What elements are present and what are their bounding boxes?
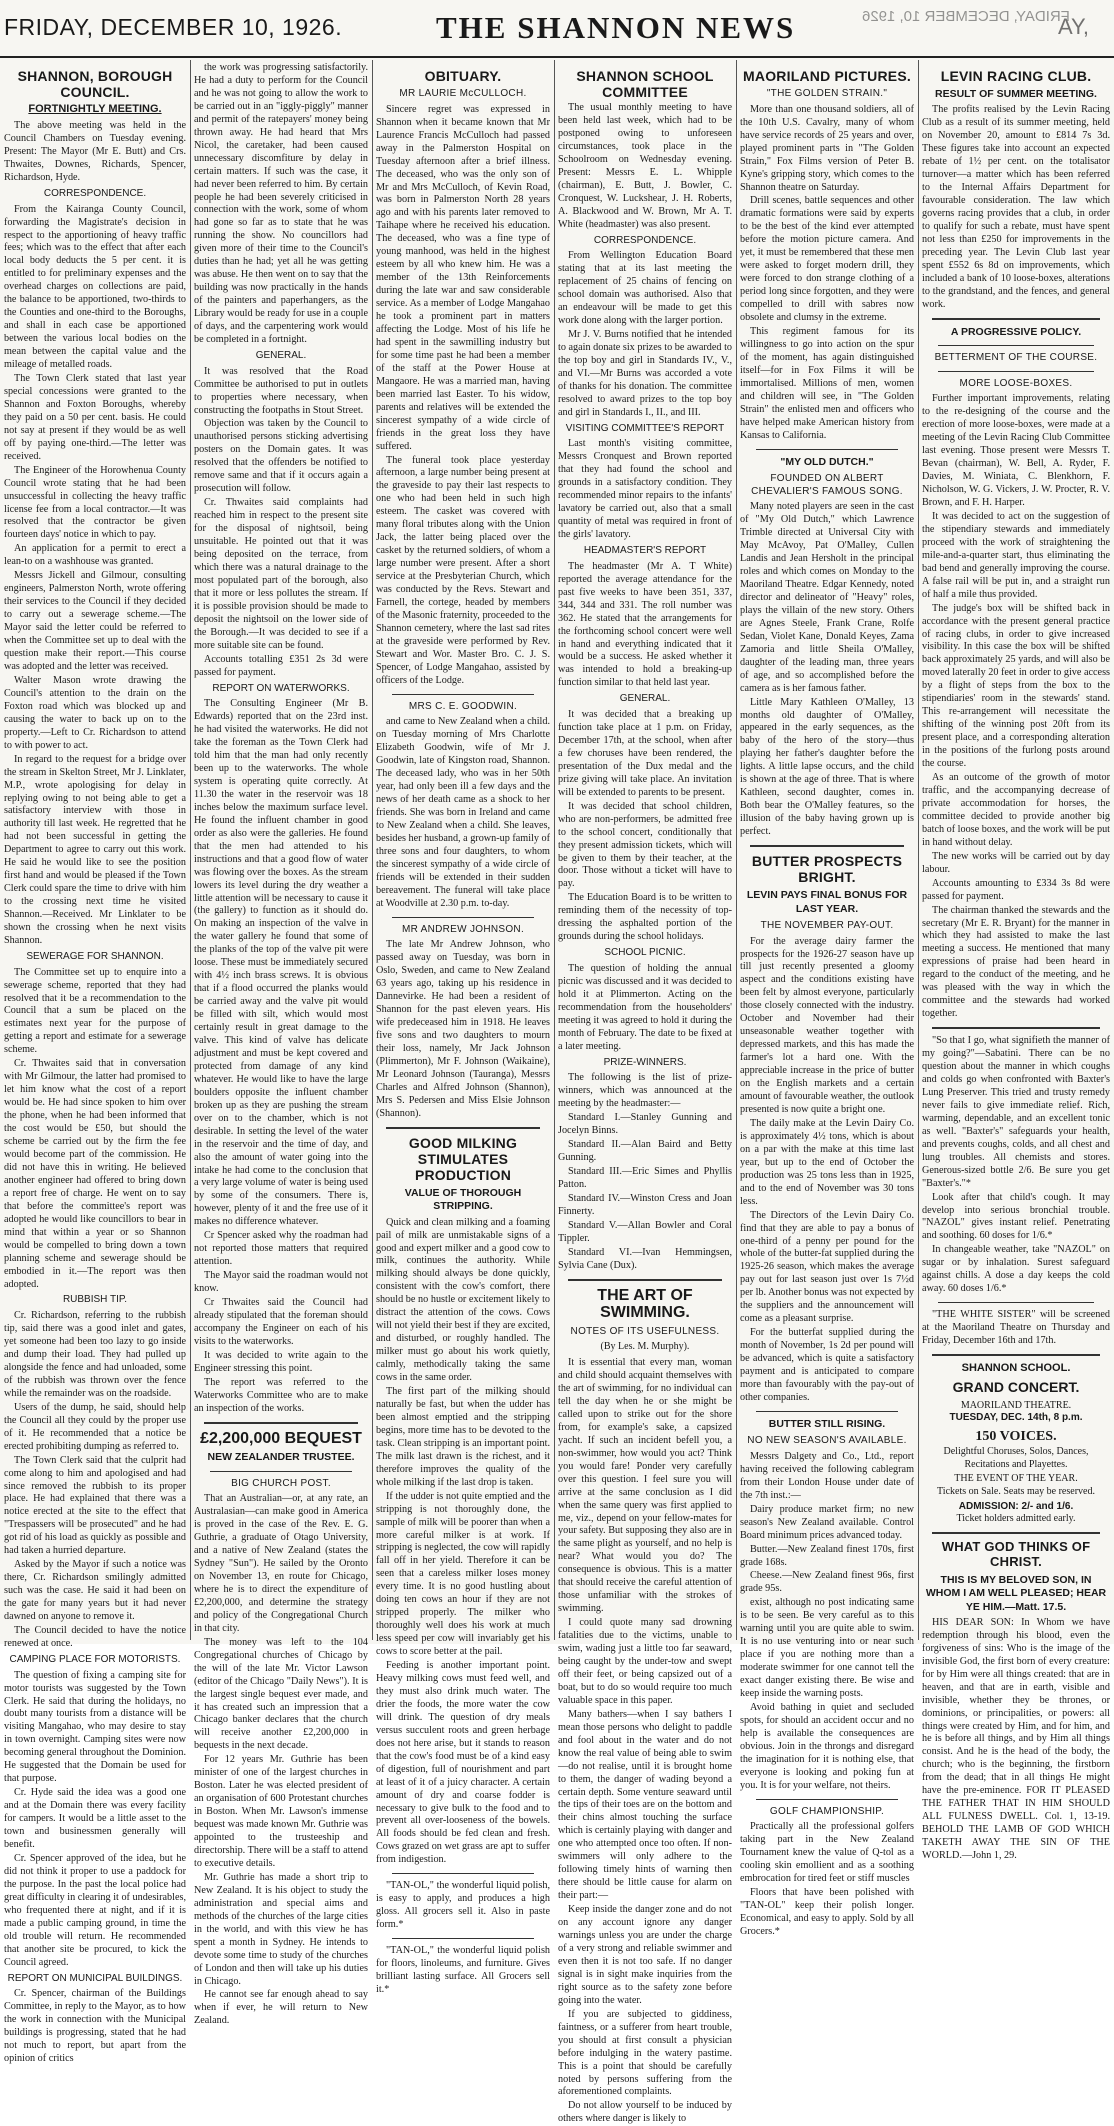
paragraph: Accounts amounting to £334 3s 8d were passed for payment. <box>922 877 1110 902</box>
article-divider <box>756 1799 898 1800</box>
paragraph: Butter.—New Zealand finest 170s, first grade 168s. <box>740 1543 914 1568</box>
article-body <box>558 102 732 1272</box>
advertisement-group <box>922 1035 1110 1296</box>
article-heading: LEVIN RACING CLUB. <box>940 68 1092 84</box>
article-subheading: GOLF CHAMPIONSHIP. <box>769 1805 885 1817</box>
column-rule <box>554 60 555 1640</box>
paragraph: For 12 years Mr. Guthrie has been minister of one of the largest churches in Boston. Later he was elected president of an organisation of 600 Protestant churches in Boston. When Mr. Lawson's immense bequest was made known Mr. Guthrie was appointed to the trusteeship and directorship. There will be a staff to attend to executive details. <box>194 1754 368 1869</box>
paragraph: Keep inside the danger zone and do not on any account ignore any danger warnings unless you are under the charge of a very strong and reliable swimmer and even then it is not too safe. If no danger signal is in sight make inquiries from the right source as to the safety zone before going into the water. <box>558 1904 732 2006</box>
article-body <box>740 501 914 839</box>
paragraph: The first part of the milking should naturally be fast, but when the udder has been almost emptied and the stripping begins, more time has to be devoted to the task. Clean stripping is an important point. The milk last drawn is the richest, and it therefore improves the quality of the whole milking if the last drop is taken. <box>376 1386 550 1488</box>
paragraph: REPORT ON MUNICIPAL BUILDINGS. <box>7 1972 183 1984</box>
article-body <box>558 1357 732 2126</box>
paragraph: The report was referred to the Waterworks Committee who are to make an inspection of the works. <box>194 1376 368 1414</box>
article-body <box>740 1451 914 1793</box>
article-divider <box>386 1127 540 1129</box>
paragraph: It is essential that every man, woman and child should acquaint themselves with the art of swimming, for no individual can tell the day when he or she might be called upon to strike out for the shore from, for example's sake, a capsized yacht. If such an incident befell you, a non-swimmer, how would you act? Think you would fare! Ponder very carefully over this question. I feel sure you will arrive at the same conclusion as I did when the same query was first applied to me, viz., depend on your fellow-mates for your safety. But supposing they also are in the same plight as yourself, and no help is near? What would you do? The consequence is obvious. This is a matter that should receive the careful attention of those unfamiliar with the strokes of swimming. <box>558 1357 732 1615</box>
article-divider <box>938 371 1094 372</box>
paragraph: CAMPING PLACE FOR MOTORISTS. <box>9 1653 181 1665</box>
article-heading: BUTTER PROSPECTS BRIGHT. <box>751 853 903 886</box>
article-subheading: NO NEW SEASON'S AVAILABLE. <box>747 1435 907 1447</box>
paragraph: It was decided to write again to the Engineer stressing this point. <box>194 1349 368 1374</box>
paragraph: Messrs Dalgety and Co., Ltd., report having received the following cablegram from their London House under date of the 7th inst.:— <box>740 1450 914 1501</box>
paragraph: Walter Mason wrote drawing the Council's attention to the drain on the Foxton road which was blocked up and causing the water to back up on to the property.—Left to Cr. Richardson to attend to with power to act. <box>4 674 186 751</box>
article-subheading: BIG CHURCH POST. <box>231 1477 331 1489</box>
article-body <box>740 1821 914 1939</box>
paragraph: Objection was taken by the Council to unauthorised persons sticking advertising posters on the Domain gates. It was resolved that the offenders be notified to remove same and that if it occurs again a prosecution will follow. <box>194 418 368 495</box>
issue-date: FRIDAY, DECEMBER 10, 1926. <box>4 14 343 40</box>
scripture-text: HIS DEAR SON: In Whom we have redemption through his blood, even the forgiveness of sins: Who is the image of the invisible God, the first born of every creature: for by Him were all things created: that are in heaven, and that are in earth, visible and invisible, whether they be thrones, or dominions, or principalities, or powers: all things were created by Him, and for him, and he is before all things, and by Him all things consist. And he is the head of the body, the church; who is the beginning, the firstborn from the dead; that in all things He might have the pre-eminence. FOR IT PLEASED THE FATHER THAT IN HIM SHOULD ALL FULNESS DWELL. Col. 1, 13-19. BEHOLD THE LAMB OF GOD WHICH TAKETH AWAY THE SIN OF THE WORLD.—John 1, 29. <box>922 1616 1110 1862</box>
paragraph: That an Australian—or, at any rate, an Australasian—can make good in America is proved in the case of the Rev. E. G. Guthrie, a graduate of Otago University, and a native of New Zealand (states the Sydney "Sun"). He sailed by the Oronto on November 13, en route for Chicago, where he is to direct the expenditure of £2,200,000, and determine the strategy and policy of the Congregational Church in that city. <box>194 1493 368 1634</box>
paragraph: Cr Thwaites said the Council had already stipulated that the foreman should accompany the Engineer on each of his visits to the waterworks. <box>194 1297 368 1347</box>
paragraph: The question of fixing a camping site for motor tourists was suggested by the Town Clerk. He said that during the holidays, no doubt many tourists from a distance will be visiting Mangahao, who may desire to stay in town overnight. Camping sites were now becoming general throughout the Dominion. He suggested that the Domain be used for that purpose. <box>4 1669 186 1785</box>
paragraph: The new works will be carried out by day labour. <box>922 850 1110 875</box>
paragraph: CORRESPONDENCE. <box>43 187 147 199</box>
newspaper-title: THE SHANNON NEWS <box>436 10 796 45</box>
article-heading: THE ART OF SWIMMING. <box>597 1286 693 1322</box>
article-body <box>376 104 550 688</box>
paragraph: If you are subjected to giddiness, faintness, or a sufferer from heart trouble, you should at first consult a physician before indulging in the watery pastime. This is a point that should be carefully noted by persons suffering from the aforementioned complaints. <box>558 2008 732 2098</box>
paragraph: The profits realised by the Levin Racing Club as a result of its summer meeting, held on November 20, amount to £814 7s 3d. These figures take into account an expected rebate of 1½ per cent. on the totalisator turnover—a matter which has been referred to the Internal Affairs Department for favourable consideration. The law which governs racing provides that a club, in order to qualify for such a rebate, must have spent not less than £250 for improvements in the preceding year. The Levin Club last year spent £552 6s 8d on improvements, which included a bank of 10 loose-boxes, alterations to the grandstand, and the fences, and general work. <box>922 104 1110 310</box>
article-subheading: THE NOVEMBER PAY-OUT. <box>760 919 894 931</box>
column-5 <box>740 62 914 1937</box>
article-divider <box>750 845 904 847</box>
paragraph: It was decided that a breaking up function take place at 1 p.m. on Friday, December 17th, at the school, when after a few choruses have been rendered, the presentation of the Dux medal and the prize giving will take place. An invitation will be extended to parents to be present. <box>558 709 732 798</box>
paragraph: The Council decided to have the notice renewed at once. <box>4 1625 186 1649</box>
paragraph: The following is the list of prize-winners, which was announced at the meeting by the headmaster:— <box>558 1072 732 1110</box>
byline: (By Les. M. Murphy). <box>600 1341 690 1353</box>
concert-tagline: THE EVENT OF THE YEAR. <box>954 1473 1078 1485</box>
paragraph: Avoid bathing in quiet and secluded spots, for should an accident occur and no help is available the consequences are obvious. Join in the throngs and disregard the imagination for it is nothing else, that everyone is looking and poking fun at you. It is for your welfare, not theirs. <box>740 1702 914 1791</box>
article-divider <box>204 1422 358 1424</box>
concert-title: GRAND CONCERT. <box>952 1379 1080 1396</box>
column-rule <box>190 60 191 1640</box>
concert-venue: MAORILAND THEATRE. <box>960 1399 1072 1411</box>
paragraph: Sincere regret was expressed in Shannon when it became known that Mr Laurence Francis McCulloch had passed away in the Palmerston Hospital on Tuesday afternoon after a brief illness. The deceased, who was the only son of Mr and Mrs McCulloch, of Kevin Road, was born in Palmerston North 28 years ago and with his parents later removed to Taihape where he received his education. The deceased, who was a fine type of young manhood, was held in the highest esteem by all who knew him. He was a member of the 13th Reinforcements during the late war and saw considerable service. As a member of Lodge Mangahao he took a prominent part in matters affecting the Lodge. Most of his life he had spent in the sawmilling industry but for some time past he had been a member of the staff at the Power House at Mangaore. He was a married man, having been married last Easter. To his widow, parents and relatives will be extended the sincerest sympathy of a wide circle of friends in the great loss they have suffered. <box>376 103 550 452</box>
paragraph: the work was progressing satisfactorily. He had a duty to perform for the Council and he was not going to allow the work to be carried out in an "iggly-piggly" manner and permit of the ratepayers' money being thrown away. He had heard that Mrs Nicol, the caretaker, had been caused unnecessary discomfiture by delay in certain matters. If such was the case, it had never been referred to him. By certain people he had been severely criticised in connection with the work, some of whom had gone so far as to state that he was running the show. No councillors had given more of their time to the Council's duties than he had; yet all he was getting was abuse. He then went on to say that the building was now practically in the hands of the painters and paperhangers, as the Library would be ready for use in a couple of days, and the carpentering work would be completed in a fortnight. <box>194 62 368 346</box>
paragraph: Practically all the professional golfers taking part in the New Zealand Tournament knew the value of Q-tol as a cooling skin emollient and as a soothing embrocation for tired feet or stiff muscles <box>740 1821 914 1885</box>
paragraph: The Education Board is to be written to reminding them of the necessity of top-dressing the asphalted portion of the grounds during the school holidays. <box>558 892 732 943</box>
paragraph: Cr Spencer asked why the roadman had not reported those matters that required attention. <box>194 1230 368 1268</box>
masthead <box>0 0 1114 58</box>
paragraph: Standard I.—Stanley Gunning and Jocelyn Binns. <box>558 1112 732 1137</box>
mirrored-bleed-text: FRIDAY, DECEMBER 10, 1926 <box>862 8 1070 25</box>
concert-description: Delightful Choruses, Solos, Dances, Recitations and Playettes. <box>943 1445 1089 1470</box>
article-heading: £2,200,000 BEQUEST <box>200 1429 362 1447</box>
paragraph: Messrs Jickell and Gilmour, consulting engineers, Palmerston North, wrote offering their services to the Council if they decided to carry out a sewerage scheme.—The Mayor said the letter could be referred to when the Committee set up to deal with the question make their report.—This course was adopted and the letter was received. <box>4 570 186 672</box>
paragraph: He cannot see far enough ahead to say when if ever, he will return to New Zealand. <box>194 1989 368 2027</box>
article-divider <box>938 345 1094 346</box>
article-subheading: FOUNDED ON ALBERT CHEVALIER'S FAMOUS SONG. <box>751 472 903 497</box>
article-body <box>740 936 914 1405</box>
article-subheading: A PROGRESSIVE POLICY. <box>950 325 1082 338</box>
article-subheading: BUTTER STILL RISING. <box>768 1417 886 1430</box>
paragraph: Cr. Thwaites said that in conversation with Mr Gilmour, the latter had promised to let him know what the cost of a report would be. He had since spoken to him over the phone, when he had been informed that the cost would be £50, but should the scheme be carried out by the firm the fee would become part of the commission. He did not have this in writing. He believed another engineer had offered to bring down a report free of charge. He went on to say that before the committee's report was adopted he would like councillors to bear in mind that within a year or so Shannon would be compelled to bring down a town planning scheme and sewerage should be embodied in it.—The report was then adopted. <box>4 1058 186 1290</box>
paragraph: The Directors of the Levin Dairy Co. find that they are able to pay a bonus of one-third of a penny per pound for the whole of the butter-fat supplied during the 1925-26 season, which makes the average pay out for last season just over 1s 7½d per lb. Another bonus was not expected by the suppliers and the announcement will come as a pleasant surprise. <box>740 1209 914 1325</box>
article-body <box>194 1493 368 2028</box>
paragraph: In changeable weather, take "NAZOL" on sugar or by inhalation. Surest safeguard against chills. A dose a day keeps the cold away. 60 doses 1/6.* <box>922 1244 1110 1295</box>
column-6 <box>922 62 1110 1862</box>
paragraph: This regiment famous for its willingness to go into action on the spur of the moment, has again distinguished itself—for in Fox Films it will be immortalised. Millions of men, women and children will see, in "The Golden Strain" the enlisted men and officers who have helped make American history from Kansas to California. <box>740 325 914 441</box>
article-divider <box>938 1302 1094 1303</box>
article-subheading: LEVIN PAYS FINAL BONUS FOR LAST YEAR. <box>746 889 908 915</box>
paragraph: I could quote many sad drowning fatalities due to the victims, unable to swim, wading just a little too far seaward, being caught by the under-tow and swept off their feet, or being capsized out of a boat, but to do so would require too much valuable space in this paper. <box>558 1617 732 1706</box>
paragraph: Cr. Spencer approved of the idea, but he did not think it proper to use a paddock for the purpose. In the past the local police had great difficulty in clearing it of undesirables, who frequented there at night, and if it is made a public camping ground, in time the old trouble will return. He recommended that another site be procured, to kick the Council agreed. <box>4 1852 186 1968</box>
paragraph: As an outcome of the growth of motor traffic, and the accompanying decrease of private accommodation for horses, the committee decided to provide another big batch of loose boxes, and the work will be put in hand without delay. <box>922 772 1110 848</box>
article-subheading: BETTERMENT OF THE COURSE. <box>934 352 1098 363</box>
paragraph: The Mayor said the roadman would not know. <box>194 1270 368 1295</box>
concert-advertisement <box>922 1362 1110 1526</box>
paragraph: Accounts totalling £351 2s 3d were passed for payment. <box>194 653 368 678</box>
paragraph: exist, although no post indicating same is to be seen. Be very careful as to this warning until you are quite able to swim. It is no use venturing into or near such place if you are nothing more than a moderate swimmer for one cannot tell the exact danger existing there. Be wise and keep inside the warning posts. <box>740 1597 914 1700</box>
paragraph: The Consulting Engineer (Mr B. Edwards) reported that on the 23rd inst. he had visited the waterworks. He did not take the foreman as the Town Clerk had told him that the man had only recently been up to the waterworks. The whole system is operating quite correctly. At 11.30 the water in the reservoir was 18 inches below the maximum surface level. He found the influent chamber in good order as also were the galleries. He found that the men had attended to his instructions and that a good flow of water was flowing over the boxes. As the stream lowers its level during the dry weather a little attention will be necessary to cause it (the gallery) to function as it should do. On making an inspection of the valve in the water gallery he found that some of the planks of the top of the valve pit were loose. These must be immediately secured with 4½ inch brass screws. It is obvious that if a flood occurred the planks would be carried away and the valve pit would be filled with silt, which would most certainly result in great damage to the valve. This kind of valve has delicate adjustment and must be kept covered and protected from damage of any kind whatever. He would like to have the large boulders opposite the influent chamber broken up as they are pushing the stream over on to the chamber, which is not desirable. In setting the level of the water in the reservoir and the time of day, and also the amount of water going into the intake he had come to the conclusion that a very large volume of water is being used by some of the consumers. There is, however, plenty of it and the free use of it makes no difference whatever. <box>194 698 368 1228</box>
article-body <box>376 939 550 1120</box>
paragraph: In regard to the request for a bridge over the stream in Skelton Street, Mr J. Linklater, M.P., wrote apologising for delay in replying owing to not being able to get a satisfactory interview with those in authority till last week. He regretted that he had not been successful in getting the Department to agree to carry out this work. He said he would like to see the position first hand and would be pleased if the Town Clerk could spare the time to drive with him to the crossing next time he visited Shannon.—Received. Mr Linklater to be shown the crossing when he next visits Shannon. <box>4 753 186 946</box>
paragraph: Last month's visiting committee, Messrs Cronquest and Brown reported that they had found the school and grounds in a satisfactory condition. They recommended minor repairs to the infants' lavatory be carried out, also that a small quantity of metal was required in front of the girls' lavatory. <box>558 438 732 541</box>
paragraph: Standard IV.—Winston Cress and Joan Finnerty. <box>558 1192 732 1217</box>
paragraph: The Engineer of the Horowhenua County Council wrote stating that he had been unsuccessful in collecting the heavy traffic license fee from a local contractor.—It was resolved that the contractor be given fourteen days' notice in which to pay. <box>4 464 186 541</box>
article-body <box>922 104 1110 311</box>
paragraph: Cr. Thwaites said complaints had reached him in respect to the present site for the disposal of nightsoil, being unsuitable. He pointed out that it was being deposited on the terrace, from which there was a natural drainage to the most populated part of the borough, also that it more or less pollutes the stream. If it is possible provision should be made to deposit the nightsoil on the lower side of the Borough.—It was decided to see if a more suitable site can be found. <box>194 497 368 651</box>
paragraph: Do not allow yourself to be induced by others where danger is likely to <box>558 2100 732 2125</box>
paragraph: VISITING COMMITTEE'S REPORT <box>565 422 725 434</box>
column-rule <box>736 60 737 1640</box>
paragraph: PRIZE-WINNERS. <box>603 1056 687 1068</box>
article-divider <box>392 694 534 695</box>
article-subheading: MR ANDREW JOHNSON. <box>401 923 525 935</box>
column-2 <box>194 62 368 2027</box>
paragraph: Feeding is another important point. Heavy milking cows must feed well, and they must also drink much water. The drier the foods, the more water the cow will drink. The question of dry meals versus succulent roots and green herbage does not here arise, but it stands to reason that the cow's food must be of a kind easy of digestion, full of nourishment and part at least of it of a juicy character. A certain amount of dry and coarse fodder is necessary to give bulk to the food and to prevent all over-looseness of the bowels. All foods should be fed clean and fresh. Cows grazed on wet grass are apt to suffer from indigestion. <box>376 1660 550 1866</box>
paragraph: Quick and clean milking and a foaming pail of milk are unmistakable signs of a good and expert milker and a good cow to milk, continues the authority. While milking should always be done quickly, consistent with the cow's comfort, there should be no hustle or excitement likely to distract the attention of the cows. Cows will not yield their best if they are excited, and disturbed, or roughly handled. The milker must go about his work quietly, calmly, methodically taking the same cows in the same order. <box>376 1216 550 1384</box>
article-subheading: VALUE OF THOROUGH STRIPPING. <box>404 1186 522 1213</box>
paragraph: The above meeting was held in the Council Chambers on Tuesday evening. Present: The Mayor (Mr E. Butt) and Crs. Thwaites, Downes, Richards, Spencer, Richardson, Hyde. <box>4 120 186 183</box>
paragraph: and came to New Zealand when a child. on Tuesday morning of Mrs Charlotte Elizabeth Goodwin, wife of Mr J. Goodwin, late of Kingston road, Shannon. The deceased lady, who was in her 50th year, had only been ill a few days and the news of her death came as a shock to her friends. She was born in Ireland and came to New Zealand when a child. She leaves, besides her husband, a grown-up family of three sons and four daughters, to whom the sincerest sympathy of a wide circle of friends will be extended in their sudden bereavement. The funeral will take place at Woodville at 2.30 p.m. to-day. <box>376 716 550 909</box>
paragraph: If the udder is not quite emptied and the stripping is not thoroughly done, the sample of milk will be poorer than when a more careful milker is at work. If stripping is neglected, the cow will rapidly fall off in her yield. Therefore it can be seen that a careless milker loses money every time. It is no good hustling about doing ten cows an hour if they are not stripped properly. The milker who thoroughly well does his work at much less speed per cow will invariably get his cows to score better at the pail. <box>376 1490 550 1658</box>
theatre-notice: "THE WHITE SISTER" will be screened at the Maoriland Theatre on Thursday and Friday, December 16th and 17th. <box>922 1309 1110 1347</box>
article-divider <box>210 1471 352 1472</box>
article-body <box>740 104 914 443</box>
article-body <box>922 393 1110 1021</box>
article-divider <box>392 1873 534 1874</box>
paragraph: Standard V.—Allan Bowler and Coral Tippler. <box>558 1219 732 1244</box>
article-subheading: RESULT OF SUMMER MEETING. <box>935 88 1097 101</box>
paragraph: RUBBISH TIP. <box>62 1294 128 1306</box>
concert-admission: ADMISSION: 2/- and 1/6. <box>958 1500 1074 1512</box>
paragraph: The judge's box will be shifted back in accordance with the present general practice of racing clubs, in order to give increased visibility. In this case the box will be shifted back approximately 25 yards, and will also be moved laterally 20 feet in order to give access by a flight of steps from the box to the stipendiaries' room in the stewards' stand. This re-arrangement will necessitate the shifting of the winning post 20ft from its present place, and a corresponding alteration in the positions of the furlong posts around the course. <box>922 602 1110 770</box>
cropped-date-fragment: AY, <box>1058 14 1089 39</box>
paragraph: It was decided that school children, who are non-performers, be admitted free to the school concert, conditionally that they present admission tickets, which will be given to them by their teacher, at the door. Those without a ticket will have to pay. <box>558 800 732 890</box>
paragraph: GENERAL. <box>255 349 307 361</box>
article-divider <box>756 1411 898 1412</box>
concert-voices: 150 VOICES. <box>975 1429 1057 1445</box>
article-subheading: MR LAURIE McCULLOCH. <box>399 88 527 100</box>
column-rule <box>918 60 919 1640</box>
article-heading: MAORILAND PICTURES. <box>743 68 911 84</box>
paragraph: Mr. Guthrie has made a short trip to New Zealand. It is his object to study the administration and special aims and methods of the churches of the large cities in the world, and with this view he has spent a month in Sydney. He intends to devote some time to study of the churches of London and then will take up his duties in Chicago. <box>194 1871 368 1987</box>
paragraph: It was decided to act on the suggestion of the stipendiary stewards and immediately proceed with the work of straightening the mile-and-a-quarter start, thus eliminating the bad bend and generally improving the course. A false rail will be put in, and a straight run of half a mile thus provided. <box>922 510 1110 600</box>
article-body <box>376 1217 550 1868</box>
paragraph: "So that I go, what signifieth the manner of my going?"—Sabatini. There can be no question about the manner in which coughs and colds go when confronted with Baxter's Lung Preserver. This tried and trusty remedy never fails to give immediate relief. Rich, warming, dependable, and an excellent tonic as well. "Baxter's" safeguards your health, and prevents coughs, colds, and all chest and lung troubles. All chemists and stores. Generous-sized bottle 2/6. Be sure you get "Baxter's."* <box>922 1035 1110 1189</box>
paragraph: The usual monthly meeting to have been held last week, which had to be postponed owing to unforeseen circumstances, took place in the Schoolroom on Wednesday evening. Present: Messrs E. L. Whipple (chairman), E. Butt, J. Bowler, C. Cronquest, W. Luckshear, J. H. Roberts, A. Blackwood and W. Brown, Mr A. T. White (headmaster) was also present. <box>558 102 732 230</box>
paragraph: Floors that have been polished with "TAN-OL" keep their polish longer. Economical, and easy to apply. Sold by all Grocers.* <box>740 1887 914 1937</box>
concert-date: TUESDAY, DEC. 14th, 8 p.m. <box>949 1412 1083 1424</box>
column-4 <box>558 62 732 2125</box>
advertisement: "TAN-OL," the wonderful liquid polish, is easy to apply, and produces a high gloss. All grocers sell it. Also in paste form.* <box>376 1880 550 1931</box>
paragraph: The question of holding the annual picnic was discussed and it was decided to hold it at Plimmerton. Acting on the recommendation from the householders' meeting it was agreed to hold it during the month of February. The date to be fixed at a later meeting. <box>558 962 732 1052</box>
paragraph: REPORT ON WATERWORKS. <box>212 682 350 694</box>
concert-title: SHANNON SCHOOL. <box>961 1362 1071 1375</box>
article-body <box>4 120 186 2066</box>
article-divider <box>932 1532 1100 1534</box>
article-heading: SHANNON, BOROUGH COUNCIL. <box>17 68 173 101</box>
article-divider <box>392 1938 534 1939</box>
article-subheading: "MY OLD DUTCH." <box>780 455 874 468</box>
article-divider <box>756 449 898 450</box>
paragraph: Cheese.—New Zealand finest 96s, first grade 95s. <box>740 1570 914 1595</box>
paragraph: It was resolved that the Road Committee be authorised to put in outlets to properties where necessary, when constructing the footpaths in Stout Street. <box>194 365 368 416</box>
paragraph: Many bathers—when I say bathers I mean those persons who delight to paddle and fool about in the water and do not know the real value of being able to swim—do not realise, until it is brought home to them, the danger of wading beyond a certain depth. Some venture seaward until the tips of their toes are on the bottom and their chins almost touching the surface which is certainly playing with danger and one who attempted once too often. If non-swimmers will only adhere to the following timely hints of warning then there should be little cause for alarm on their part:— <box>558 1708 732 1902</box>
article-divider <box>932 1354 1100 1356</box>
article-heading: WHAT GOD THINKS OF CHRIST. <box>941 1539 1091 1569</box>
paragraph: An application for a permit to erect a lean-to on a washhouse was granted. <box>4 543 186 568</box>
paragraph: Users of the dump, he said, should help the Council all they could by the proper use of it. He recommended that a notice be erected prohibiting dumping as referred to. <box>4 1401 186 1452</box>
article-subheading: THIS IS MY BELOVED SON, IN WHOM I AM WELL PLEASED; HEAR YE HIM.—Matt. 17.5. <box>925 1573 1107 1613</box>
paragraph: SCHOOL PICNIC. <box>604 947 686 959</box>
article-heading: SHANNON SCHOOL COMMITTEE <box>576 68 714 101</box>
paragraph: CORRESPONDENCE. <box>593 234 697 246</box>
paragraph: Standard II.—Alan Baird and Betty Gunning. <box>558 1138 732 1163</box>
paragraph: The funeral took place yesterday afternoon, a large number being present at the graveside to pay their last respects to one who had been held in such high esteem. The casket was covered with many floral tributes along with the Union Jack, the latter being placed over the casket by the returned soldiers, of whom a large number were present. After a short service at the Presbyterian Church, which was conducted by the Revs. Stewart and Farnell, the cortege, headed by members of the Masonic fraternity, proceeded to the Shannon cemetery, where the last sad rites at the graveside were performed by Rev. Stewart and Wor. Master Bro. C. J. S. Spencer, of Lodge Mangahao, assisted by officers of the Lodge. <box>376 454 550 686</box>
article-subheading: NOTES OF ITS USEFULNESS. <box>570 1325 720 1337</box>
paragraph: The Town Clerk said that the culprit had come along to him and apologised and had since removed the rubbish to its proper place. He had explained that there was a notice erected at the site to the effect that "Trespassers will be prosecuted" and he had got rid of his load as quickly as possible and had taken a hurried departure. <box>4 1454 186 1557</box>
concert-note: Ticket holders admitted early. <box>956 1513 1076 1525</box>
paragraph: Cr. Hyde said the idea was a good one and at the Domain there was every facility for campers. It would be a little asset to the town and businessmen generally will benefit. <box>4 1787 186 1850</box>
paragraph: The chairman thanked the stewards and the secretary (Mr E. R. Bryant) for the manner in which they had assisted to make the last meeting a success. He mentioned that many expressions of praise had been heard in regard to the conduct of the meeting, and he was pleased with the way in which the committee and the stewards had worked together. <box>922 904 1110 1020</box>
paragraph: Cr. Richardson, referring to the rubbish tip, said there was a good inlet and gates, yet someone had been too lazy to go inside and dump their load. They had pulled up alongside the fence and had unloaded, some of the rubbish was thrown over the fence while the remainder was on the roadside. <box>4 1310 186 1399</box>
paragraph: Further important improvements, relating to the re-designing of the course and the erection of more loose-boxes, were made at a meeting of the Levin Racing Club Committee last evening. Those present were Messrs T. Bevan (chairman), W. Bell, A. Ryder, F. Davies, M. Winiata, C. Blenkhorn, F. Nicholson, W. G. Vickers, J. W. Procter, R. V. Brown, and F. H. Harper. <box>922 393 1110 508</box>
article-subheading: MORE LOOSE-BOXES. <box>959 377 1073 389</box>
paragraph: Standard VI.—Ivan Hemmingsen, Sylvia Cane (Dux). <box>558 1246 732 1271</box>
article-body <box>376 716 550 910</box>
article-divider <box>932 318 1100 320</box>
paragraph: From the Kairanga County Council, forwarding the Magistrate's decision in respect to the apportioning of heavy traffic fees; which was to the effect that after each local body deducts the 5 per cent. it is entitled to for preliminary expenses and the overhead charges on collections are paid, the balance to be apportioned, two-thirds to the Counties and one-third to the Boroughs, and shall in each case be apportioned between the various local bodies on the mean between the capital value and the mileage of metalled roads. <box>4 203 186 371</box>
paragraph: The daily make at the Levin Dairy Co. is approximately 4½ tons, which is about on a par with the make at this time last year, but up to the end of October the production was 25 tons less than in 1925, and to the end of November was 30 tons less. <box>740 1117 914 1207</box>
column-rule <box>372 60 373 1640</box>
article-heading: GOOD MILKING STIMULATES PRODUCTION <box>408 1134 518 1183</box>
paragraph: For the butterfat supplied during the month of November, 1s 2d per pound will be advanced, which is quite a satisfactory payment and is anticipated to compare more than favourably with the pay-out of other companies. <box>740 1327 914 1403</box>
paragraph: The money was left to the 104 Congregational churches of Chicago by the will of the late Mr. Victor Lawson (editor of the Chicago "Daily News"). It is the largest single bequest ever made, and it has created such an impression that a Chicago banker declares that the church will receive another £2,200,000 in bequests in the next decade. <box>194 1636 368 1752</box>
article-subheading: MRS C. E. GOODWIN. <box>408 700 518 712</box>
paragraph: Dairy produce market firm; no new season's New Zealand available. Control Board minimum prices advanced today. <box>740 1503 914 1541</box>
paragraph: From Wellington Education Board stating that at its last meeting the replacement of 25 chains of fencing on school domain was authorised. Also that an endeavour will be made to get this work done along with the larger portion. <box>558 250 732 327</box>
paragraph: HEADMASTER'S REPORT <box>583 545 707 557</box>
article-divider <box>568 1279 722 1281</box>
paragraph: Mr J. V. Burns notified that he intended to again donate six prizes to be awarded to the top boy and girl in Standards IV., V., and VI.—Mr Burns was accorded a vote of thanks for his donation. The committee resolved to award prizes to the top boy and girl in Standards I., II., and III. <box>558 329 732 418</box>
paragraph: Drill scenes, battle sequences and other dramatic formations were said by experts to be the best of the kind ever attempted before the motion picture camera. And yet, it must be remembered that these men were asked to forget modern drill, they were forced to don strange clothing of a period long since forgotten, and they were compelled to drill with sabres now obsolete and clumsy in the extreme. <box>740 195 914 324</box>
paragraph: For the average dairy farmer the prospects for the 1926-27 season have up till just recently presented a gloomy aspect and the conditions existing have been felt by almost everyone, particularly those closely connected with the industry. October and November had their unseasonable weather together with depressed markets, and this has made the farmer's lot a hard one. With the appreciable increase in the price of butter on the English markets and a certain amount of favourable weather, the outlook presented is now quite a bright one. <box>740 935 914 1115</box>
paragraph: Asked by the Mayor if such a notice was there, Cr. Richardson smilingly admitted such was the case. He said it had been on the gate for many years but it had never dawned on anyone to remove it. <box>4 1559 186 1623</box>
paragraph: More than one thousand soldiers, all of the 10th U.S. Cavalry, many of whom have service records of 25 years and over, played prominent parts in "The Golden Strain," Fox Films version of Peter B. Kyne's gripping story, which comes to the Shannon theatre on Saturday. <box>740 103 914 193</box>
paragraph: The late Mr Andrew Johnson, who passed away on Tuesday, was born in Oslo, Sweden, and came to New Zealand 63 years ago, taking up his residence in Dannevirke. He had been a resident of Shannon for the past eleven years. His wife predeceased him in 1918. He leaves five sons and two daughters to mourn their loss, namely, Mr Jack Johnson (Plimmerton), Mr F. Johnson (Waikaine), Mr Leonard Johnson (Tauranga), Messrs Charles and Alfred Johnson (Shannon), Mrs S. Pedersen and Miss Elsie Johnson (Shannon). <box>376 939 550 1119</box>
article-heading: OBITUARY. <box>424 68 502 84</box>
column-1 <box>4 62 186 2064</box>
article-subheading: FORTNIGHTLY MEETING. <box>28 103 162 116</box>
article-body <box>194 62 368 1416</box>
paragraph: GENERAL. <box>619 693 671 705</box>
paragraph: Many noted players are seen in the cast of "My Old Dutch," which Lawrence Trimble directed at Universal City with May McAvoy, Pat O'Malley, Cullen Landis and Jean Hersholt in the principal roles and which comes on Monday to the Maoriland Theatre. Edgar Kennedy, noted director and delineator of "Heavy" roles, plays the villain of the new story. Others are Agnes Steele, Frank Crane, Rolfe Sedan, Violet Kane, Donald Keyes, Zama Zamoria and little Sheila O'Malley, daughter of the leading man, three years of age, and so accomplished before the camera as is her famous father. <box>740 501 914 694</box>
article-subheading: "THE GOLDEN STRAIN." <box>766 88 888 100</box>
advertisement: "TAN-OL," the wonderful liquid polish for floors, linoleums, and furniture. Gives brilliant lasting surface. All Grocers sell it.* <box>376 1945 550 1995</box>
article-divider <box>392 917 534 918</box>
paragraph: Standard III.—Eric Simes and Phyllis Patton. <box>558 1165 732 1190</box>
paragraph: Little Mary Kathleen O'Malley, 13 months old daughter of O'Malley, appeared in the early sequences, as the baby of the hero of the story—thus playing her father's daughter before the lights. A little lapse occurs, and the child is shown at the age of three. That is where Kathleen, second daughter, comes in. Both bear the O'Malley features, so the illusion of the baby having grown up is perfect. <box>740 696 914 838</box>
paragraph: The headmaster (Mr A. T White) reported the average attendance for the past five weeks to have been 351, 337, 344, 344 and 331. The roll number was 362. He stated that the arrangements for the forthcoming school concert were well in hand and everything indicated that it would be a success. He asked whether it was intended to hold a breaking-up function similar to that held last year. <box>558 560 732 689</box>
article-divider <box>932 1027 1100 1029</box>
concert-tickets: Tickets on Sale. Seats may be reserved. <box>937 1485 1095 1497</box>
paragraph: The Committee set up to enquire into a sewerage scheme, reported that they had resolved that it be a recommendation to the Council that a sum be placed on the estimates next year for the purpose of getting a report and estimate for a sewerage scheme. <box>4 966 186 1056</box>
paragraph: Cr. Spencer, chairman of the Buildings Committee, in reply to the Mayor, as to how the work in connection with the Municipal buildings is progressing, stated that he had not much to report, but apart from the opinion of critics <box>4 1988 186 2064</box>
paragraph: SEWERAGE FOR SHANNON. <box>26 950 164 962</box>
article-subheading: NEW ZEALANDER TRUSTEE. <box>207 1451 355 1464</box>
paragraph: Look after that child's cough. It may develop into serious bronchial trouble. "NAZOL" gives instant relief. Penetrating and soothing. 60 doses for 1/6.* <box>922 1191 1110 1242</box>
column-3 <box>376 62 550 1995</box>
paragraph: The Town Clerk stated that last year special concessions were granted to the Shannon and Foxton Boroughs, whereby they paid on a 50 per cent. basis. He could not say at present if they would be as well off by paying one-third.—The letter was received. <box>4 373 186 462</box>
